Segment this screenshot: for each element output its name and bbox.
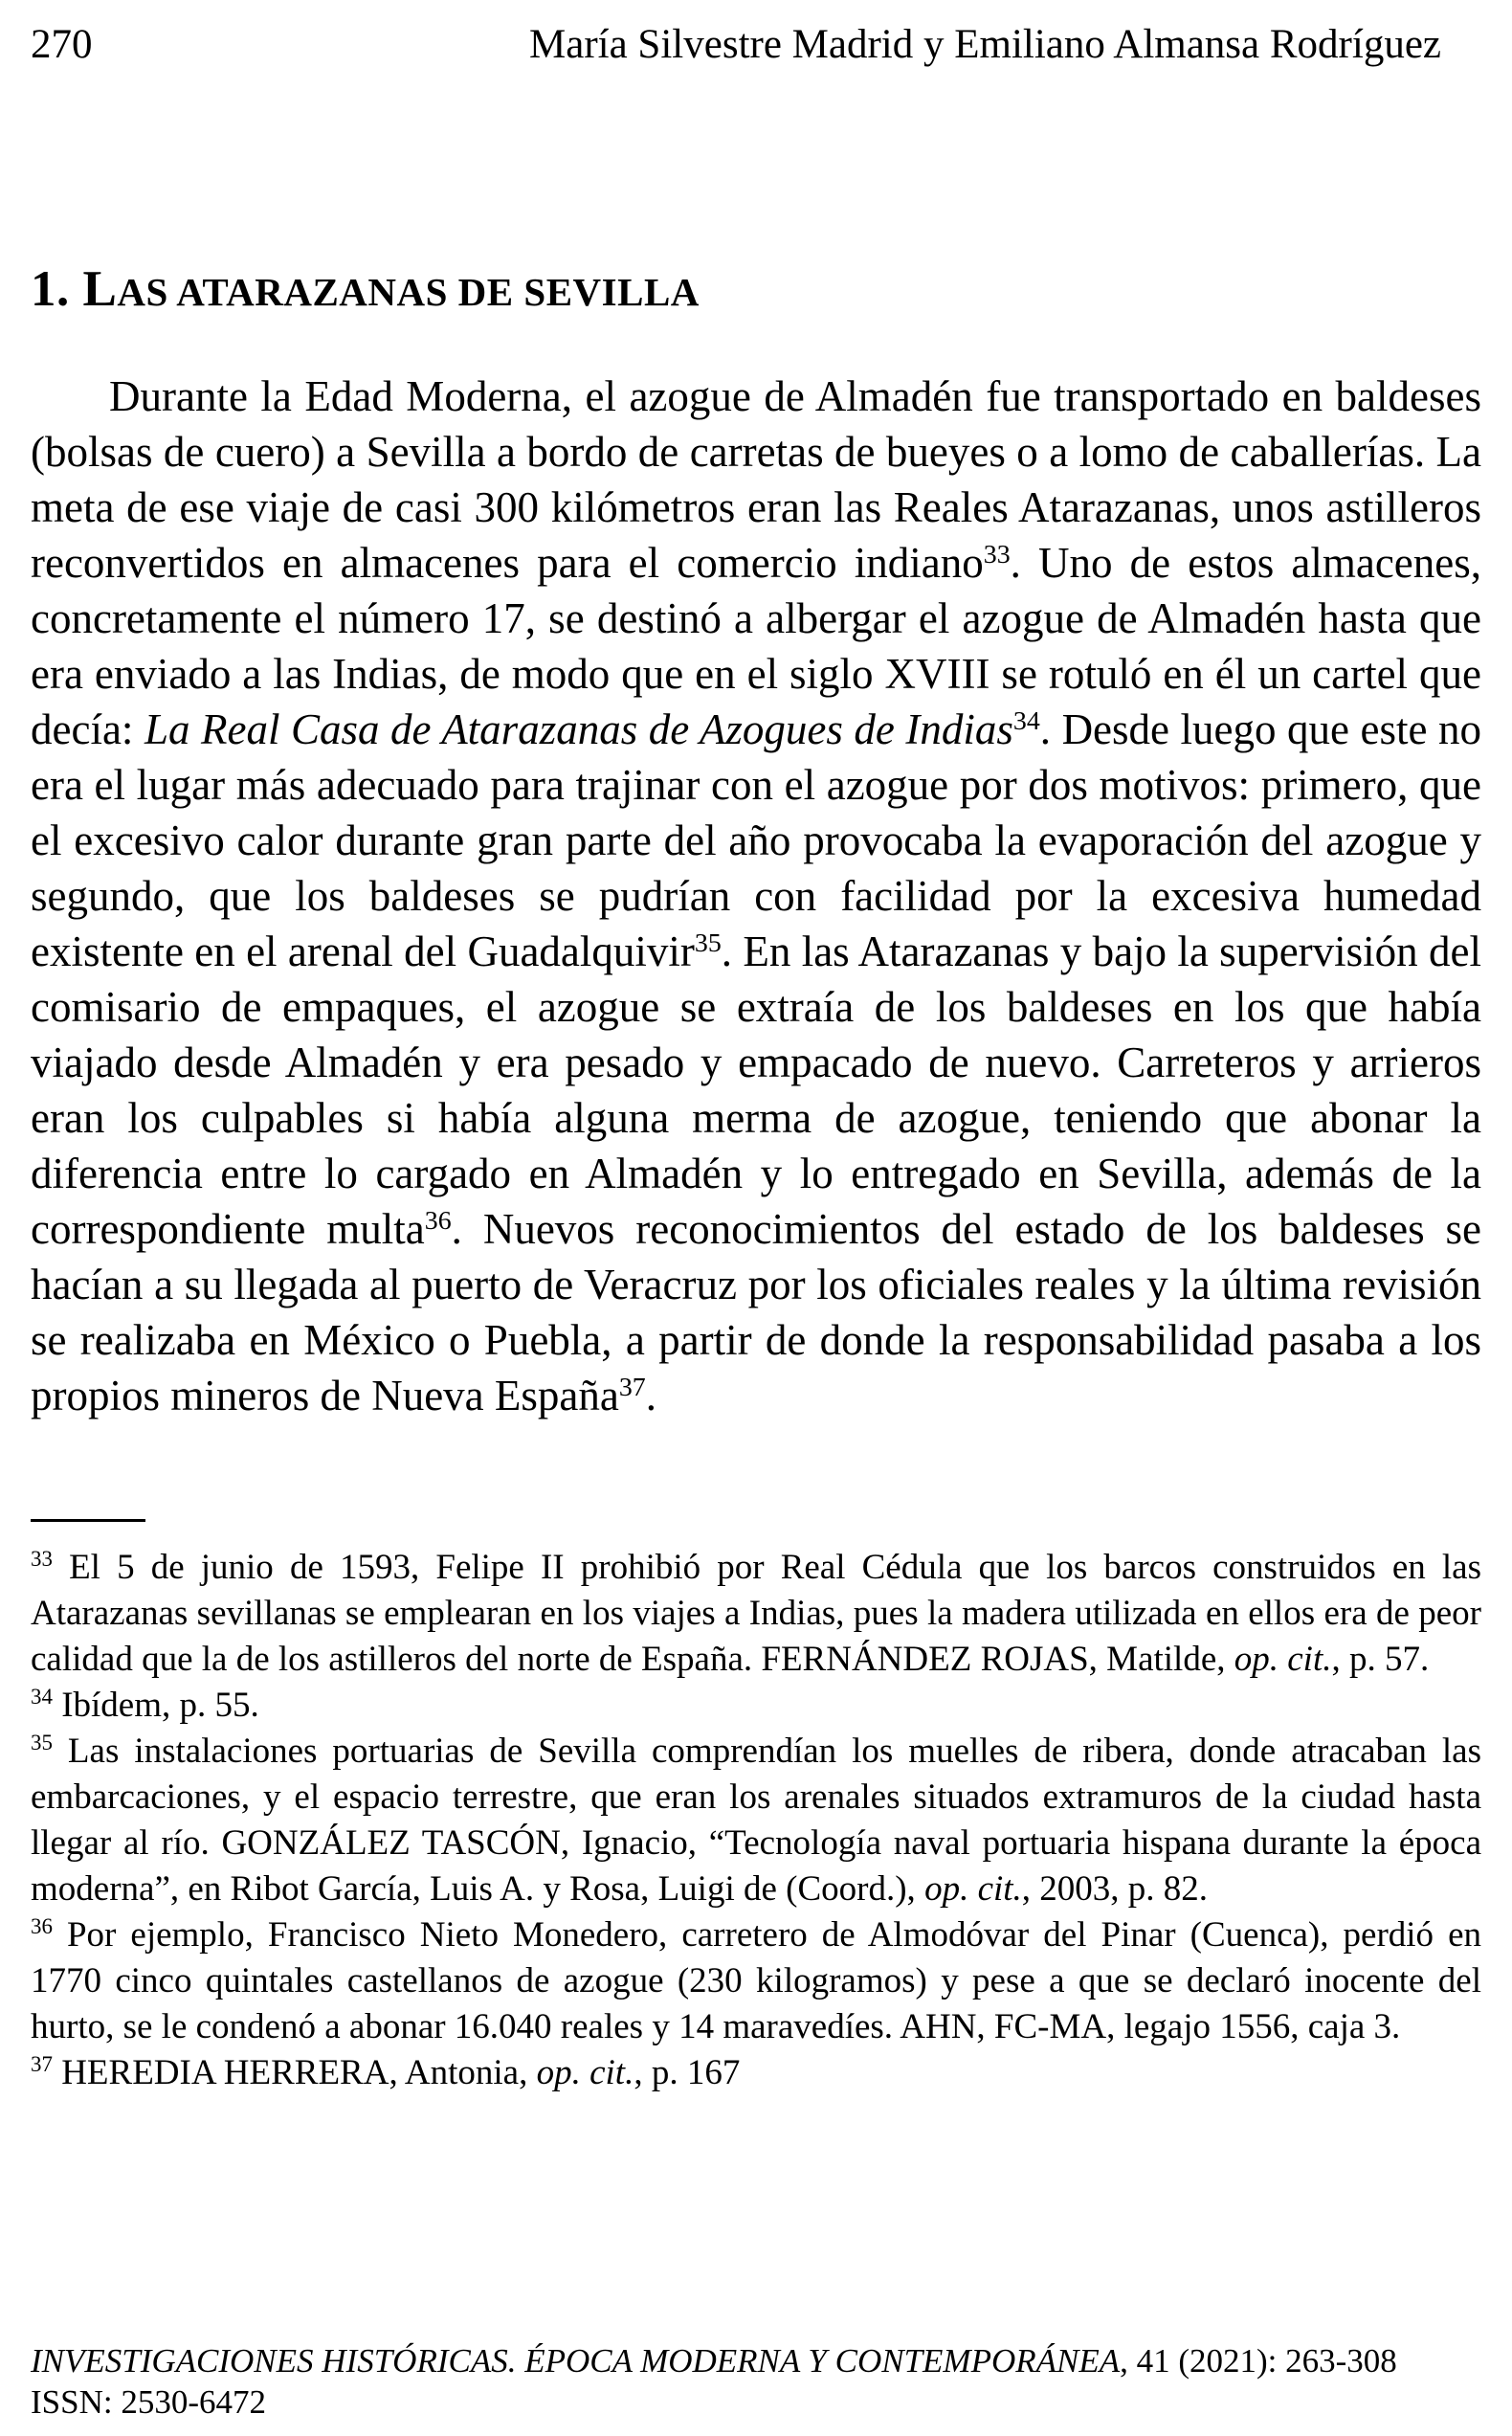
footnote-marker: 35 [31, 1731, 53, 1755]
footnote-34 [31, 1683, 1481, 1729]
footnote-36 [31, 1912, 1481, 2050]
footnote-text: , 2003, p. 82. [1021, 1869, 1209, 1909]
page-footer [31, 2340, 1481, 2423]
footnote-ref-37: 37 [618, 1372, 646, 1402]
footnote-text: Ibídem, p. 55. [52, 1686, 259, 1725]
italic-title-phrase: La Real Casa de Atarazanas de Azogues de Indias [144, 705, 1013, 753]
paragraph-text: Durante la Edad Moderna, el azogue de Almadén fue transportado en baldeses (bolsas de cuero) a Sevilla a bordo de carretas de bueyes o a lomo de caballerías. La meta de ese viaje de casi 300 kilómetros eran las Reales Atarazanas, unos astilleros reconvertidos en almacenes para el comercio indiano [31, 372, 1481, 587]
footnote-ref-33: 33 [983, 539, 1011, 570]
footnote-35 [31, 1729, 1481, 1912]
issn-line: ISSN: 2530-6472 [31, 2383, 266, 2421]
journal-issue-info: , 41 (2021): 263-308 [1120, 2342, 1397, 2380]
footnote-marker: 36 [31, 1914, 53, 1939]
footnote-separator-rule [31, 1519, 145, 1522]
footnote-text: El 5 de junio de 1593, Felipe II prohibió por Real Cédula que los barcos construidos en las Atarazanas sevillanas se emplearan en los viajes a Indias, pues la madera utilizada en ellos era de peor calidad que la de los astilleros del norte de España. FERNÁNDEZ ROJAS, Matilde, [31, 1548, 1481, 1679]
footnote-text: , p. 167 [634, 2053, 741, 2092]
footnote-marker: 37 [31, 2052, 53, 2077]
footnote-ref-34: 34 [1012, 705, 1040, 736]
section-heading-smallcaps: AS ATARAZANAS DE SEVILLA [117, 270, 700, 314]
paragraph-text: . Nuevos reconocimientos del estado de los baldeses se hacían a su llegada al puerto de Veracruz por los oficiales reales y la última revisión se realizaba en México o Puebla, a partir de donde la responsabilidad pasaba a los propios mineros de Nueva España [31, 1205, 1481, 1419]
paragraph-text: . Desde luego que este no era el lugar más adecuado para trajinar con el azogue por dos motivos: primero, que el excesivo calor durante gran parte del año provocaba la evaporación del azogue y segundo, que los baldeses se pudrían con facilidad por la excesiva humedad existente en el arenal del Guadalquivir [31, 705, 1481, 975]
footnote-opcit: op. cit. [1234, 1640, 1332, 1679]
footnote-opcit: op. cit. [536, 2053, 634, 2092]
footnote-opcit: op. cit. [924, 1869, 1022, 1909]
footnotes-block [31, 1545, 1481, 2096]
footnote-37 [31, 2050, 1481, 2096]
journal-title: INVESTIGACIONES HISTÓRICAS. ÉPOCA MODERNA Y CONTEMPORÁNEA [31, 2342, 1121, 2380]
section-heading-prefix: 1. L [31, 261, 118, 317]
running-header [31, 21, 1481, 69]
footnote-marker: 33 [31, 1547, 53, 1572]
footnote-marker: 34 [31, 1685, 53, 1710]
header-authors: María Silvestre Madrid y Emiliano Almansa Rodríguez [529, 22, 1441, 67]
page-number: 270 [31, 22, 93, 67]
footnote-ref-35: 35 [694, 927, 722, 958]
paragraph-text: . [645, 1372, 656, 1419]
section-heading [31, 262, 1481, 319]
paragraph-text: . En las Atarazanas y bajo la supervisión del comisario de empaques, el azogue se extraía de los baldeses en los que había viajado desde Almadén y era pesado y empacado de nuevo. Carreteros y arrieros eran los culpables si había alguna merma de azogue, teniendo que abonar la diferencia entre lo cargado en Almadén y lo entregado en Sevilla, además de la correspondiente multa [31, 927, 1481, 1253]
body-paragraph [31, 369, 1481, 1423]
footnote-33 [31, 1545, 1481, 1683]
footnote-text: , p. 57. [1331, 1640, 1430, 1679]
paragraph-text: . Uno de estos almacenes, concretamente el número 17, se destinó a albergar el azogue de Almadén hasta que era enviado a las Indias, de modo que en el siglo XVIII se rotuló en él un cartel que decía: [31, 539, 1482, 753]
footnote-text: HEREDIA HERRERA, Antonia, [52, 2053, 537, 2092]
footnote-ref-36: 36 [424, 1205, 452, 1236]
journal-citation-line [31, 2340, 1481, 2381]
footnote-text: Por ejemplo, Francisco Nieto Monedero, carretero de Almodóvar del Pinar (Cuenca), perdió en 1770 cinco quintales castellanos de azogue (230 kilogramos) y pese a que se declaró inocente del hurto, se le condenó a abonar 16.040 reales y 14 maravedíes. AHN, FC-MA, legajo 1556, caja 3. [31, 1915, 1481, 2046]
footnote-text: Las instalaciones portuarias de Sevilla comprendían los muelles de ribera, donde atracaban las embarcaciones, y el espacio terrestre, que eran los arenales situados extramuros de la ciudad hasta llegar al río. GONZÁLEZ TASCÓN, Ignacio, “Tecnología naval portuaria hispana durante la época moderna”, en Ribot García, Luis A. y Rosa, Luigi de (Coord.), [31, 1732, 1481, 1909]
